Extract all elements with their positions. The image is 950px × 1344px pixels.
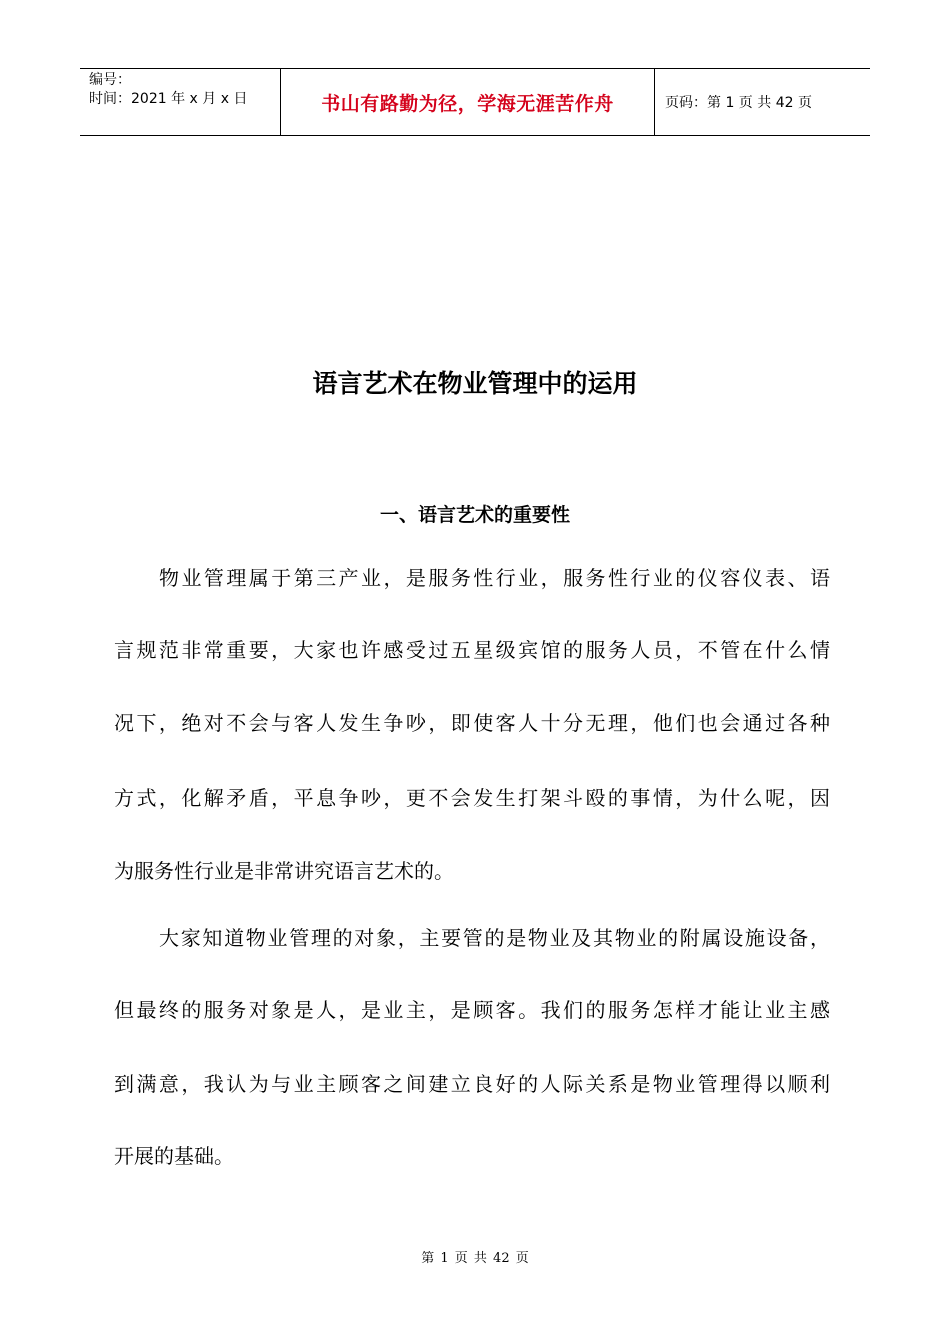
paragraph-2-line: 到满意，我认为与业主顾客之间建立良好的人际关系是物业管理得以顺利 [114,1072,830,1096]
document-title: 语言艺术在物业管理中的运用 [312,369,638,398]
paragraph-2-line: 开展的基础。 [114,1144,234,1168]
paragraph-2-line: 大家知道物业管理的对象，主要管的是物业及其物业的附属设施设备， [159,926,830,950]
paragraph-1-line: 况下，绝对不会与客人发生争吵，即使客人十分无理，他们也会通过各种 [114,711,830,735]
header-motto: 书山有路勤为径，学海无涯苦作舟 [321,92,614,115]
header-motto-cell [281,69,655,135]
page-footer: 第 1 页 共 42 页 [421,1251,529,1266]
header-page-label: 页码：第 1 页 共 42 页 [665,95,812,111]
paragraph-1-line: 言规范非常重要，大家也许感受过五星级宾馆的服务人员，不管在什么情 [114,638,830,662]
paragraph-1-line: 物业管理属于第三产业，是服务性行业，服务性行业的仪容仪表、语 [159,566,830,590]
document-header [80,68,870,136]
document-number-label: 编号： [89,72,131,88]
paragraph-1-line: 为服务性行业是非常讲究语言艺术的。 [114,859,454,883]
paragraph-1-line: 方式，化解矛盾，平息争吵，更不会发生打架斗殴的事情，为什么呢，因 [114,786,830,810]
document-date-label: 时间：2021 年 x 月 x 日 [89,91,248,107]
header-page-cell [655,69,870,135]
paragraph-2-line: 但最终的服务对象是人，是业主，是顾客。我们的服务怎样才能让业主感 [114,998,830,1022]
section-heading: 一、语言艺术的重要性 [379,504,570,526]
header-meta-cell [80,69,281,135]
